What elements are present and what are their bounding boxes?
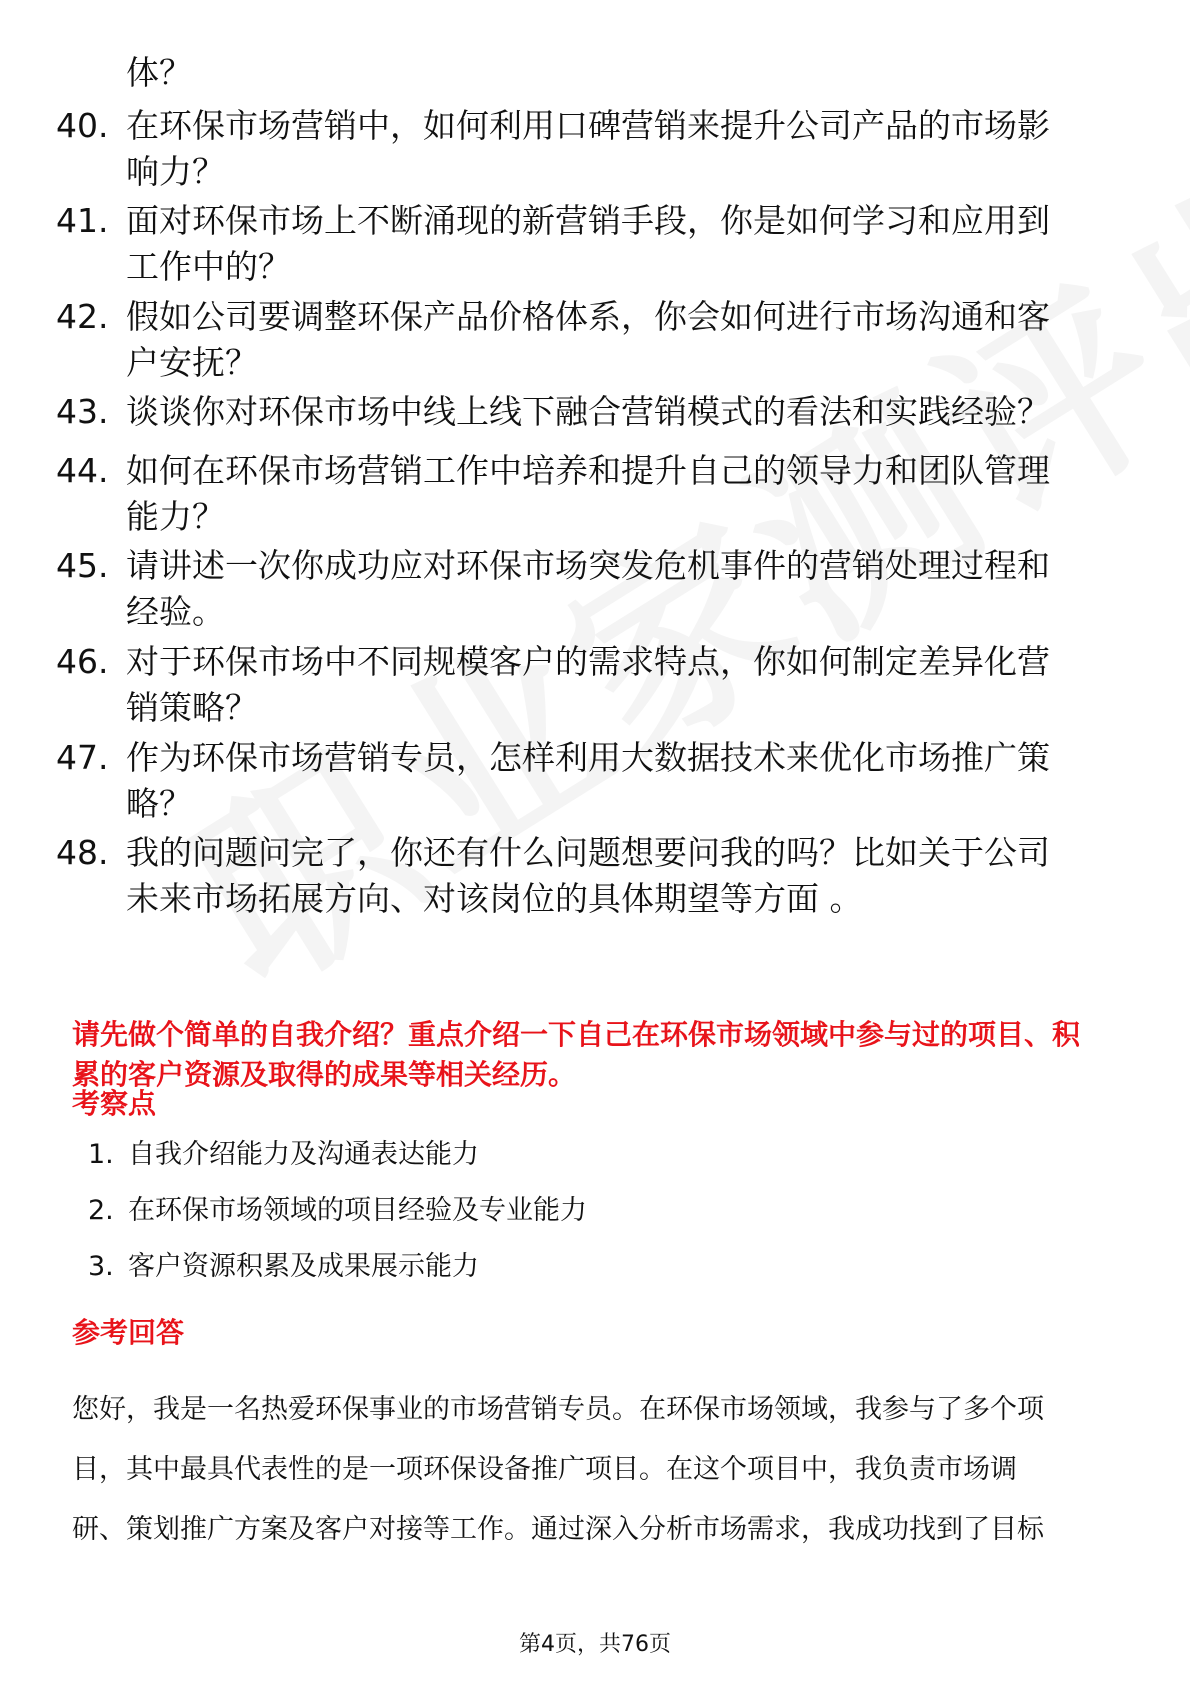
question-text-line2: 略？ <box>126 784 192 823</box>
assessment-point <box>88 1193 587 1229</box>
question-number: 40. <box>56 106 109 145</box>
question-text-line2: 响力？ <box>126 152 225 191</box>
question-text-line1: 假如公司要调整环保产品价格体系，你会如何进行市场沟通和客 <box>126 297 1050 336</box>
question-text-line1: 作为环保市场营销专员，怎样利用大数据技术来优化市场推广策 <box>126 738 1050 777</box>
question-number: 45. <box>56 546 109 585</box>
question-text-line1: 请讲述一次你成功应对环保市场突发危机事件的营销处理过程和 <box>126 546 1050 585</box>
point-number: 1. <box>88 1139 114 1170</box>
question-text-line1: 谈谈你对环保市场中线上线下融合营销模式的看法和实践经验？ <box>126 392 1050 431</box>
question-text-line2: 经验。 <box>126 592 225 631</box>
assessment-point <box>88 1137 479 1173</box>
point-number: 3. <box>88 1251 114 1282</box>
reference-answer <box>72 1380 1122 1560</box>
assessment-heading: 考察点 <box>72 1087 157 1120</box>
question-number: 41. <box>56 201 109 240</box>
featured-question <box>72 1015 1132 1095</box>
answer-line: 研、策划推广方案及客户对接等工作。通过深入分析市场需求，我成功找到了目标 <box>72 1514 1044 1545</box>
question-number: 46. <box>56 642 109 681</box>
featured-question-line1: 请先做个简单的自我介绍？重点介绍一下自己在环保市场领域中参与过的项目、积 <box>72 1018 1081 1051</box>
question-number: 44. <box>56 451 109 490</box>
question-number: 48. <box>56 833 109 872</box>
question-number: 43. <box>56 392 109 431</box>
page-footer: 第4页，共76页 <box>519 1632 671 1657</box>
assessment-point <box>88 1249 479 1285</box>
point-number: 2. <box>88 1195 114 1226</box>
question-text-line2: 工作中的？ <box>126 247 291 286</box>
reference-heading: 参考回答 <box>72 1316 185 1349</box>
question-text-line1: 在环保市场营销中，如何利用口碑营销来提升公司产品的市场影 <box>126 106 1050 145</box>
lead-fragment: 体？ <box>126 53 192 92</box>
featured-question-line2: 累的客户资源及取得的成果等相关经历。 <box>72 1058 577 1091</box>
question-text-line2: 销策略？ <box>126 688 258 727</box>
point-text: 自我介绍能力及沟通表达能力 <box>128 1139 479 1170</box>
point-text: 在环保市场领域的项目经验及专业能力 <box>128 1195 587 1226</box>
question-text-line1: 对于环保市场中不同规模客户的需求特点，你如何制定差异化营 <box>126 642 1050 681</box>
answer-line: 目，其中最具代表性的是一项环保设备推广项目。在这个项目中，我负责市场调 <box>72 1454 1017 1485</box>
question-text-line1: 面对环保市场上不断涌现的新营销手段，你是如何学习和应用到 <box>126 201 1050 240</box>
question-text-line2: 能力？ <box>126 497 225 536</box>
question-text-line2: 户安抚？ <box>126 343 258 382</box>
question-text-line2: 未来市场拓展方向、对该岗位的具体期望等方面 。 <box>126 879 863 918</box>
question-number: 47. <box>56 738 109 777</box>
point-text: 客户资源积累及成果展示能力 <box>128 1251 479 1282</box>
question-text-line1: 如何在环保市场营销工作中培养和提升自己的领导力和团队管理 <box>126 451 1050 490</box>
question-text-line1: 我的问题问完了，你还有什么问题想要问我的吗？比如关于公司 <box>126 833 1050 872</box>
question-number: 42. <box>56 297 109 336</box>
answer-line: 您好，我是一名热爱环保事业的市场营销专员。在环保市场领域，我参与了多个项 <box>72 1394 1044 1425</box>
